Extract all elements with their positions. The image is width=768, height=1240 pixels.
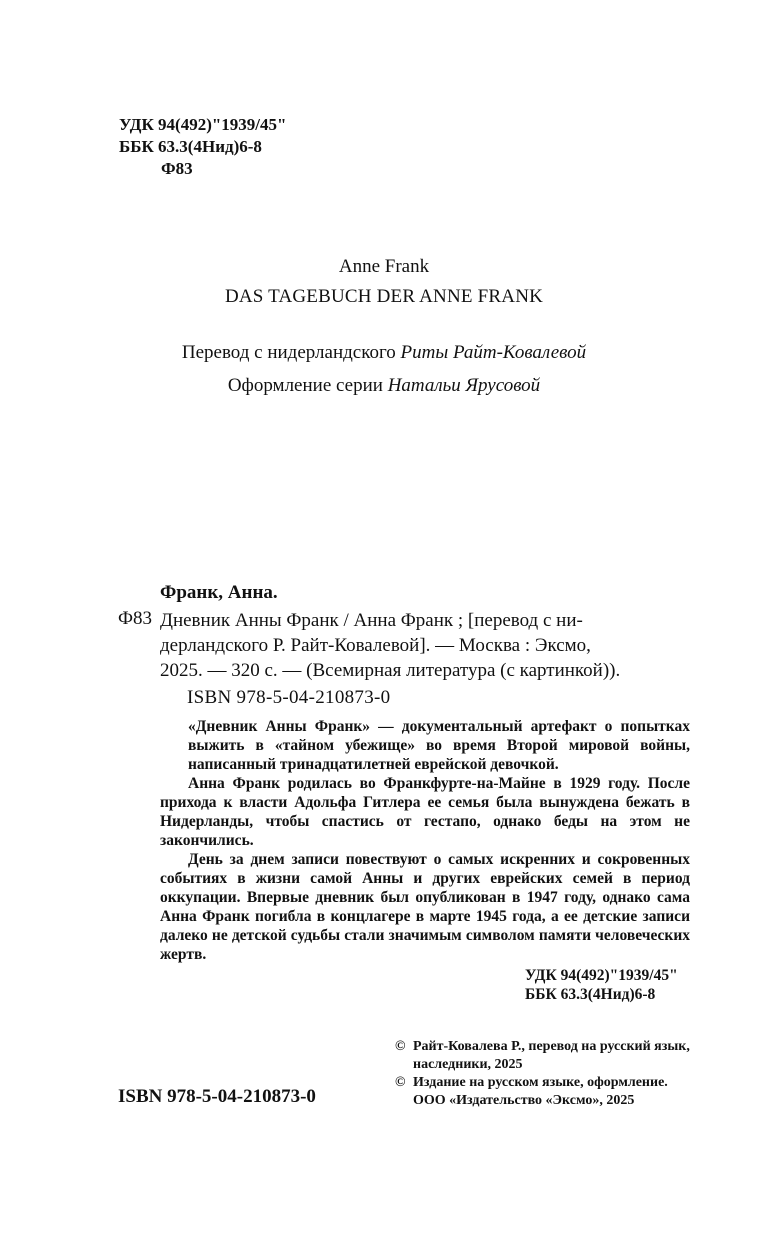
copyright-edition (395, 1074, 695, 1110)
copyright-translation (395, 1038, 695, 1074)
copyright-edition-text: Издание на русском языке, оформление. ООО «Издательство «Эксмо», 2025 (413, 1075, 668, 1108)
annotation-paragraph-1: «Дневник Анны Франк» — документальный артефакт о попытках выжить в «тайном убежище» во время Второй мировой войны, написанный тринадцатилетней еврейской девочкой. (188, 718, 690, 773)
copyright-translation-text: Райт-Ковалева Р., перевод на русский язык, наследники, 2025 (413, 1039, 690, 1072)
catalog-card-isbn: ISBN 978-5-04-210873-0 (187, 687, 391, 708)
udk-code: УДК 94(492)"1939/45" (119, 115, 287, 134)
udk-code-bottom: УДК 94(492)"1939/45" (525, 967, 678, 984)
copyright-symbol: © (395, 1075, 406, 1090)
bbk-code-bottom: ББК 63.3(4Нид)6-8 (525, 986, 656, 1003)
catalog-card-heading: Франк, Анна. (160, 582, 278, 603)
annotation-paragraph-3: День за днем записи повествуют о самых искренних и сокровенных событиях в жизни самой Анны и других еврейских семей в период оккупации. Впервые дневник был опубликован в 1947 году, однако сама Анна Франк погибла в концлагере в марте 1945 года, а ее детские записи далеко не детской судьбы стали значимым символом памяти человеческих жертв. (160, 851, 690, 963)
original-title: DAS TAGEBUCH DER ANNE FRANK (224, 286, 544, 307)
translation-prefix: Перевод с нидерландского (181, 342, 396, 363)
bbk-code: ББК 63.3(4Нид)6-8 (119, 137, 262, 156)
annotation (160, 717, 690, 964)
classification-top (119, 114, 286, 180)
author-sign: Ф83 (161, 159, 193, 178)
original-author: Anne Frank (338, 256, 430, 277)
design-prefix: Оформление серии (227, 375, 383, 396)
isbn-bottom: ISBN 978-5-04-210873-0 (118, 1086, 316, 1107)
catalog-line-3: 2025. — 320 с. — (Всемирная литература (с картинкой)). (160, 660, 621, 681)
copyright-symbol: © (395, 1039, 406, 1054)
classification-bottom (525, 966, 678, 1004)
catalog-line-2: дерландского Р. Райт-Ковалевой]. — Москва : Эксмо, (160, 635, 591, 656)
catalog-card-description (160, 608, 690, 683)
annotation-paragraph-2: Анна Франк родилась во Франкфурте-на-Майне в 1929 году. После прихода к власти Адольфа Гитлера ее семья была вынуждена бежать в Нидерланды, чтобы спастись от гестапо, однако беды на этом не закончились. (160, 775, 690, 849)
catalog-line-1: Дневник Анны Франк / Анна Франк ; [перевод с ни- (160, 610, 583, 631)
catalog-card-code: Ф83 (118, 608, 153, 629)
designer-name: Натальи Ярусовой (387, 375, 541, 396)
copyright-block (395, 1038, 695, 1110)
design-credit (0, 375, 768, 397)
translation-credit (0, 342, 768, 364)
translator-name: Риты Райт-Ковалевой (400, 342, 587, 363)
